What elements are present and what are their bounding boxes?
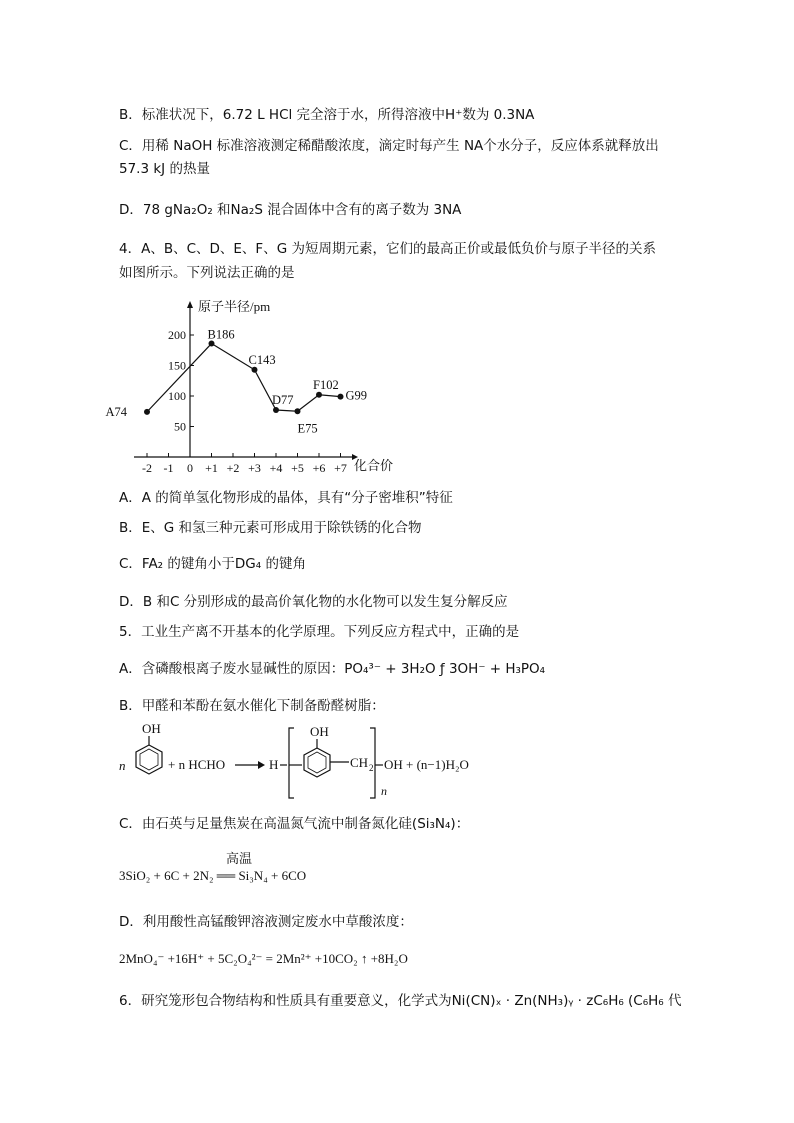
x-axis-label: 化合价 [354,458,394,473]
q3-option-c-line1: C．用稀 NaOH 标准溶液测定稀醋酸浓度，滴定时每产生 NA个水分子，反应体系就释放出 [119,138,659,154]
q3-option-c-line2: 57.3 kJ 的热量 [119,161,210,177]
q5-option-c: C．由石英与足量焦炭在高温氮气流中制备氮化硅(Si₃N₄)： [119,816,470,832]
point-label: A74 [105,404,127,419]
q4-stem-line2: 如图所示。下列说法正确的是 [119,265,295,281]
q4-option-c: C．FA₂ 的键角小于DG₄ 的键角 [119,556,306,572]
atomic-radius-chart [105,298,414,478]
point-label: D77 [272,393,294,408]
point-label: F102 [313,377,339,392]
q4-option-d: D．B 和C 分别形成的最高价氧化物的水化物可以发生复分解反应 [119,594,508,610]
q3-option-b: B．标准状况下，6.72 L HCl 完全溶于水，所得溶液中H⁺数为 0.3NA [119,107,535,123]
ch2-sub: 2 [369,763,374,773]
data-point [273,407,279,413]
point-label: B186 [207,327,235,342]
x-tick-label: 0 [187,461,193,475]
phenolic-resin-equation [119,718,499,803]
x-tick-label: +2 [226,461,240,475]
q4-option-a: A．A 的简单氢化物形成的晶体，具有“分子密堆积”特征 [119,490,453,506]
q5-option-c-equation: 3SiO₂ + 6C + 2N₂ ══ Si₃N₄ + 6CO [119,868,307,883]
q3-option-d: D．78 gNa₂O₂ 和Na₂S 混合固体中含有的离子数为 3NA [119,202,462,218]
h-end: H [269,757,279,772]
point-label: E75 [297,421,318,436]
y-axis-label: 原子半径/pm [198,299,271,314]
x-tick-label: -2 [142,461,152,475]
chart-series [105,328,367,436]
condition-high-temp: 高温 [226,851,253,866]
y-tick-label: 100 [168,389,186,403]
q5-option-b: B．甲醛和苯酚在氨水催化下制备酚醛树脂： [119,698,385,714]
x-tick-label: +1 [205,461,218,475]
data-point [295,408,301,414]
x-tick-label: +7 [334,461,347,475]
x-tick-label: -1 [163,461,174,475]
rhs-products: OH + (n−1)H₂O [384,757,469,772]
data-point [316,392,322,398]
point-label: C143 [248,352,276,367]
left-bracket [289,728,294,798]
q5-option-a: A．含磷酸根离子废水显碱性的原因：PO₄³⁻ + 3H₂O ƒ 3OH⁻ + H₃PO₄ [119,661,546,677]
x-tick-label: +3 [248,461,261,475]
q6-stem: 6．研究笼形包合物结构和性质具有重要意义，化学式为Ni(CN)ₓ · Zn(NH₃)ᵧ · zC₆H₆ (C₆H₆ 代 [119,993,682,1009]
y-axis-arrow [187,301,193,308]
arrow-head [258,761,265,769]
y-tick-label: 150 [168,358,186,373]
x-tick-label: +5 [291,461,304,475]
q5-option-d: D．利用酸性高锰酸钾溶液测定废水中草酸浓度： [119,914,413,930]
data-point [252,367,258,373]
coef-n: n [119,758,126,773]
y-tick-label: 200 [168,328,186,342]
q5-option-d-equation: 2MnO₄⁻ +16H⁺ + 5C₂O₄²⁻ = 2Mn²⁺ +10CO₂ ↑ +8H₂O [119,951,408,966]
data-point [144,409,150,415]
polymer-n: n [381,784,387,798]
data-point [338,394,344,400]
x-tick-label: +6 [312,461,326,475]
oh-left: OH [142,721,161,736]
benzene-ring-right-inner [308,752,326,773]
x-tick-label: +4 [269,461,283,475]
y-tick-label: 50 [174,419,186,434]
q4-option-b: B．E、G 和氢三种元素可形成用于除铁锈的化合物 [119,520,422,536]
oh-right: OH [310,724,329,739]
q5-stem: 5．工业生产离不开基本的化学原理。下列反应方程式中，正确的是 [119,624,520,640]
chart-ticks [142,328,347,475]
q4-stem-line1: 4．A、B、C、D、E、F、G 为短周期元素，它们的最高正价或最低负价与原子半径的关系 [119,241,656,257]
point-label: G99 [345,388,368,403]
ch2: CH [350,755,369,770]
benzene-ring-left-inner [140,749,158,770]
plus-hcho: + n HCHO [168,757,226,772]
